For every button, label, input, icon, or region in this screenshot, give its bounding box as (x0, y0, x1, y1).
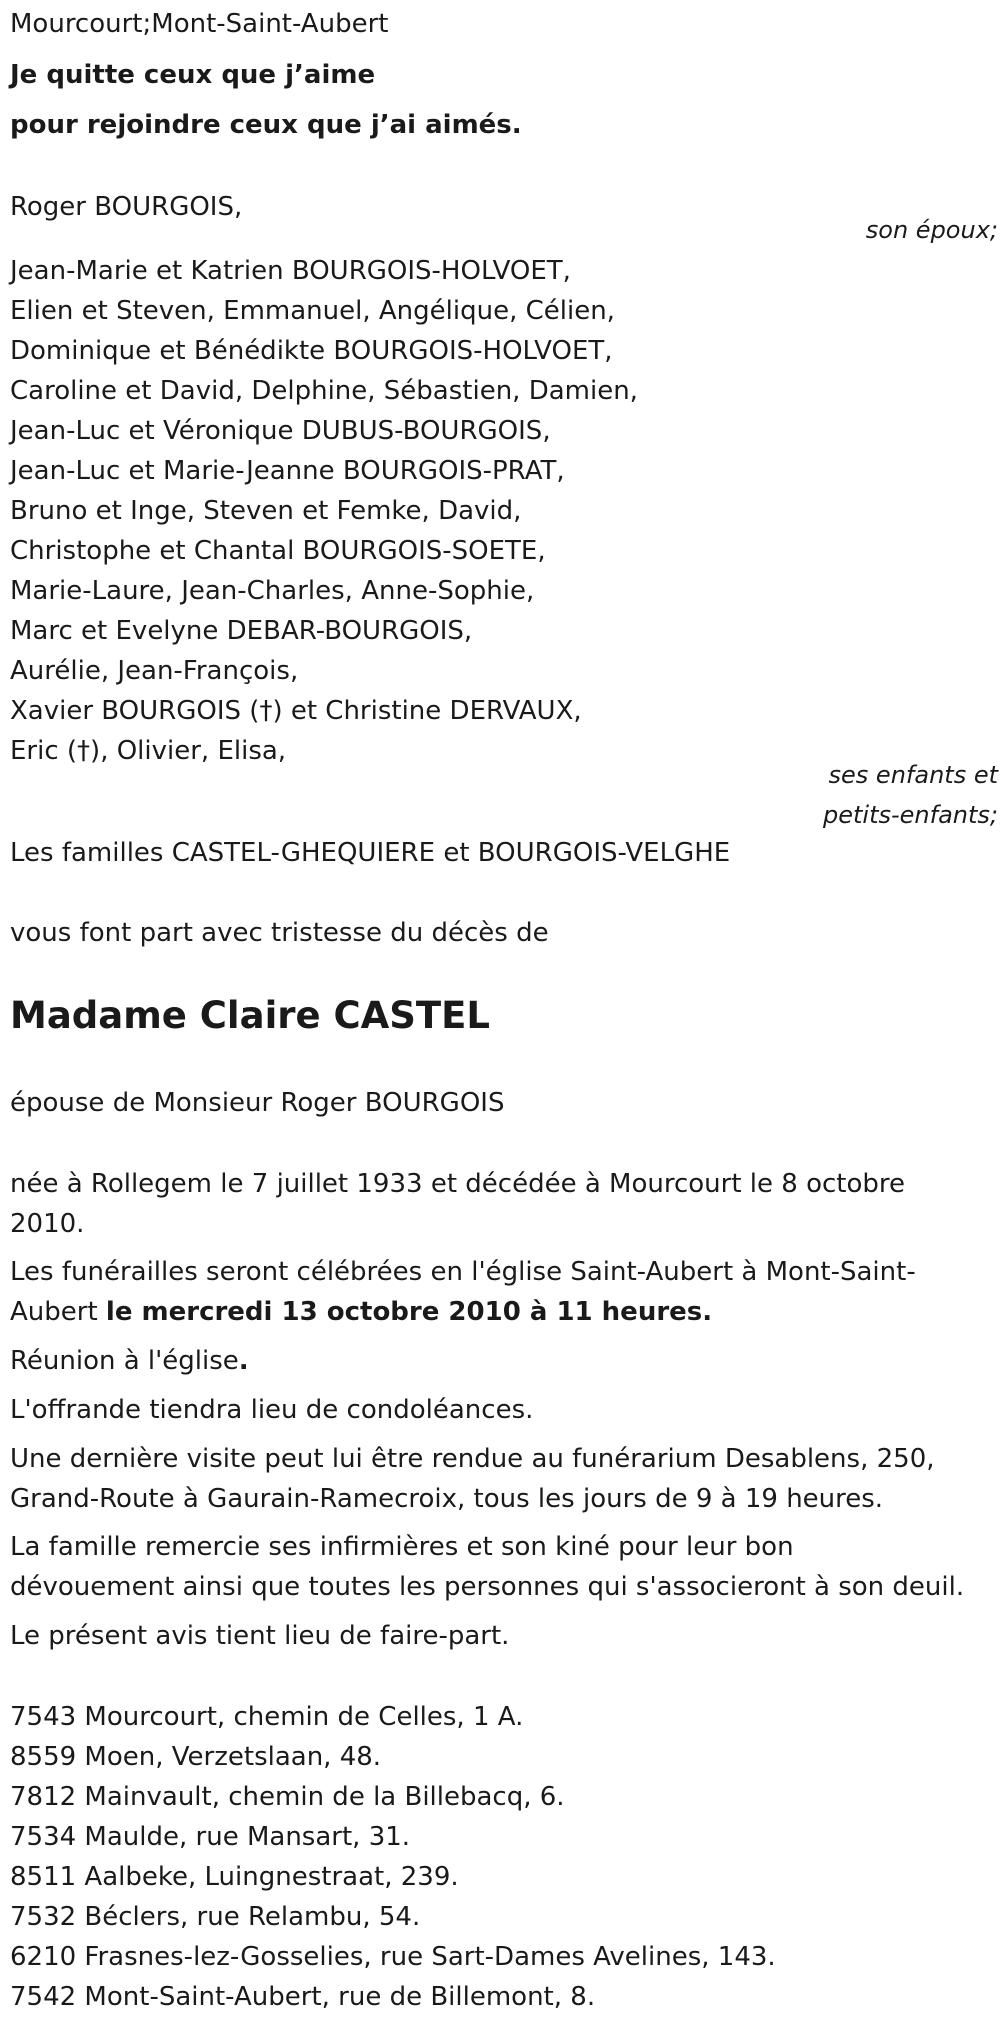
children-relation-line-2: petits-enfants; (823, 801, 998, 829)
address-line: 7542 Mont-Saint-Aubert, rue de Billemont, 8. (10, 1982, 596, 2012)
meeting-text: Réunion à l'église (10, 1346, 239, 1376)
address-line: 7532 Béclers, rue Relambu, 54. (10, 1902, 421, 1932)
deceased-name: Madame Claire CASTEL (10, 994, 491, 1037)
address-line: 6210 Frasnes-lez-Gosselies, rue Sart-Dames Avelines, 143. (10, 1942, 776, 1972)
visit-line-1: Une dernière visite peut lui être rendue au funérarium Desablens, 250, (10, 1444, 935, 1474)
address-line: 7534 Maulde, rue Mansart, 31. (10, 1822, 411, 1852)
notice-line: Le présent avis tient lieu de faire-part. (10, 1621, 510, 1651)
quote-line-2: pour rejoindre ceux que j’ai aimés. (10, 110, 522, 140)
birth-death-line-1: née à Rollegem le 7 juillet 1933 et décédée à Mourcourt le 8 octobre (10, 1169, 906, 1199)
address-line: 7543 Mourcourt, chemin de Celles, 1 A. (10, 1702, 524, 1732)
funeral-date-time: le mercredi 13 octobre 2010 à 11 heures. (105, 1297, 713, 1327)
visit-line-2: Grand-Route à Gaurain-Ramecroix, tous les jours de 9 à 19 heures. (10, 1484, 884, 1514)
spouse-name: Roger BOURGOIS, (10, 192, 243, 222)
child-line: Marc et Evelyne DEBAR-BOURGOIS, (10, 616, 473, 646)
child-line: Jean-Luc et Marie-Jeanne BOURGOIS-PRAT, (10, 456, 565, 486)
child-line: Xavier BOURGOIS (†) et Christine DERVAUX, (10, 696, 582, 726)
child-line: Marie-Laure, Jean-Charles, Anne-Sophie, (10, 576, 535, 606)
announcement-line: vous font part avec tristesse du décès de (10, 918, 549, 948)
child-line: Jean-Luc et Véronique DUBUS-BOURGOIS, (10, 416, 551, 446)
child-line: Bruno et Inge, Steven et Femke, David, (10, 496, 522, 526)
child-line: Jean-Marie et Katrien BOURGOIS-HOLVOET, (10, 256, 571, 286)
thanks-line-1: La famille remercie ses infirmières et son kiné pour leur bon (10, 1532, 794, 1562)
funeral-line-1: Les funérailles seront célébrées en l'église Saint-Aubert à Mont-Saint- (10, 1257, 916, 1287)
spouse-of-line: épouse de Monsieur Roger BOURGOIS (10, 1088, 505, 1118)
children-relation-line-1: ses enfants et (828, 761, 998, 789)
meeting-period: . (238, 1346, 249, 1376)
funeral-location-end: Aubert (10, 1297, 106, 1327)
address-line: 8511 Aalbeke, Luingnestraat, 239. (10, 1862, 459, 1892)
birth-death-line-2: 2010. (10, 1209, 85, 1239)
child-line: Christophe et Chantal BOURGOIS-SOETE, (10, 536, 546, 566)
address-line: 8559 Moen, Verzetslaan, 48. (10, 1742, 382, 1772)
child-line: Caroline et David, Delphine, Sébastien, Damien, (10, 376, 638, 406)
child-line: Eric (†), Olivier, Elisa, (10, 736, 287, 766)
families-line: Les familles CASTEL-GHEQUIERE et BOURGOIS-VELGHE (10, 838, 731, 868)
offering-line: L'offrande tiendra lieu de condoléances. (10, 1395, 534, 1425)
child-line: Aurélie, Jean-François, (10, 656, 299, 686)
spouse-relation: son époux; (865, 216, 998, 244)
quote-line-1: Je quitte ceux que j’aime (10, 60, 376, 90)
funeral-line-2 (10, 1292, 712, 1332)
child-line: Elien et Steven, Emmanuel, Angélique, Célien, (10, 296, 615, 326)
child-line: Dominique et Bénédikte BOURGOIS-HOLVOET, (10, 336, 613, 366)
address-line: 7812 Mainvault, chemin de la Billebacq, 6. (10, 1782, 565, 1812)
thanks-line-2: dévouement ainsi que toutes les personnes qui s'associeront à son deuil. (10, 1572, 965, 1602)
location-header: Mourcourt;Mont-Saint-Aubert (10, 9, 389, 39)
meeting-line (10, 1341, 249, 1381)
